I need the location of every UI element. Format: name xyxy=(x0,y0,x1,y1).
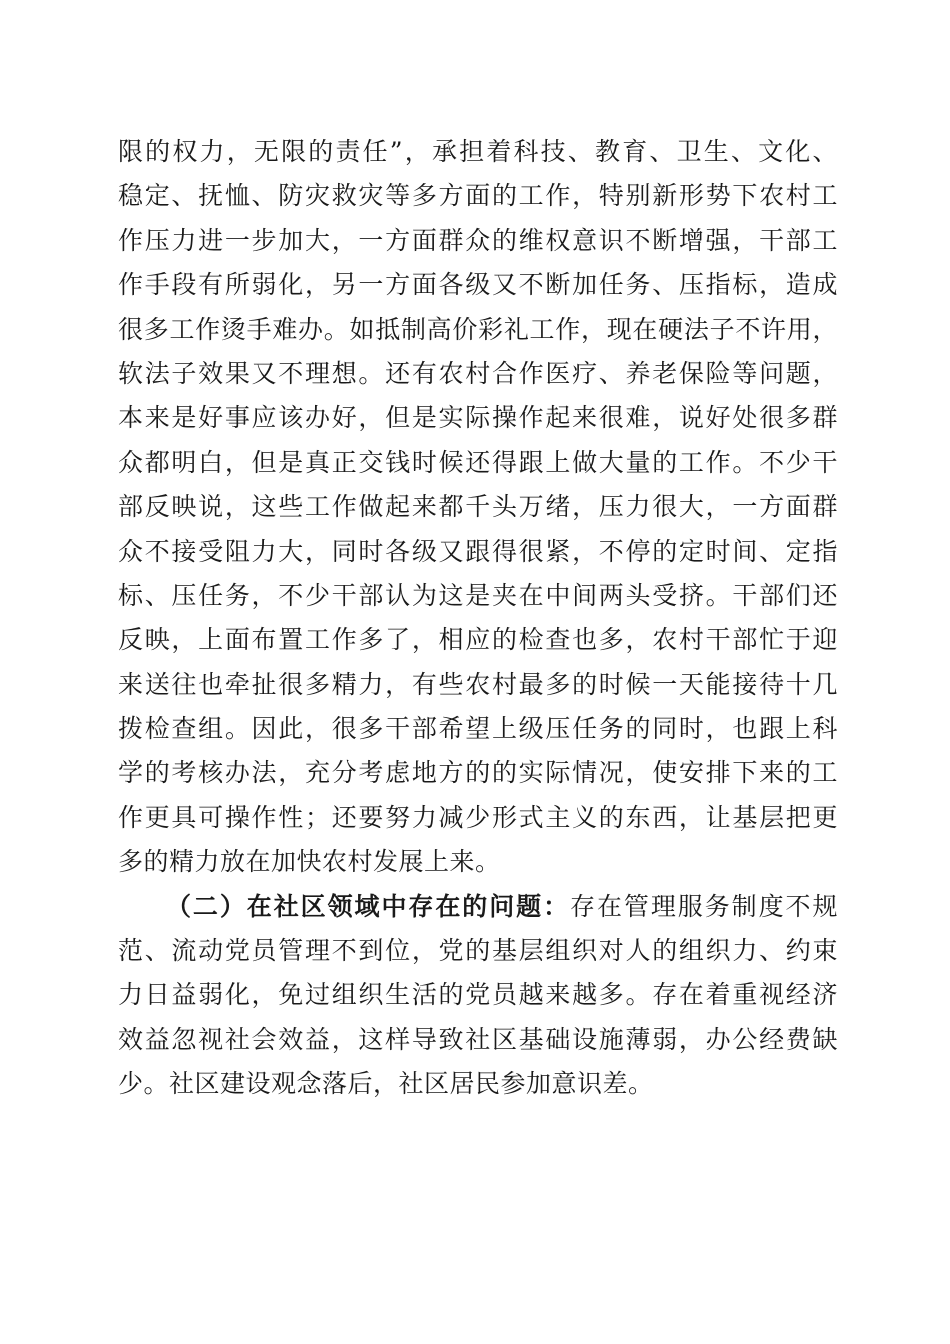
text-line: 作手段有所弱化，另一方面各级又不断加任务、压指标，造成 xyxy=(118,270,838,300)
text-line: 稳定、抚恤、防灾救灾等多方面的工作，特别新形势下农村工 xyxy=(118,181,838,211)
text-line: 本来是好事应该办好，但是实际操作起来很难，说好处很多群 xyxy=(118,403,838,433)
text-line: 拨检查组。因此，很多干部希望上级压任务的同时，也跟上科 xyxy=(118,714,838,744)
text-line: 多的精力放在加快农村发展上来。 xyxy=(118,847,501,877)
text-fragment: 存在管理服务制度不规 xyxy=(570,891,838,921)
text-line: 众都明白，但是真正交钱时候还得跟上做大量的工作。不少干 xyxy=(118,447,838,477)
text-line: 反映，上面布置工作多了，相应的检查也多，农村干部忙于迎 xyxy=(118,625,838,655)
text-line: 众不接受阻力大，同时各级又跟得很紧，不停的定时间、定指 xyxy=(118,536,838,566)
text-line: 效益忽视社会效益，这样导致社区基础设施薄弱，办公经费缺 xyxy=(118,1024,838,1054)
text-line: 来送往也牵扯很多精力，有些农村最多的时候一天能接待十几 xyxy=(118,669,838,699)
text-line: 少。社区建设观念落后，社区居民参加意识差。 xyxy=(118,1069,654,1099)
text-line: 作压力进一步加大，一方面群众的维权意识不断增强，干部工 xyxy=(118,225,838,255)
body-text xyxy=(118,130,838,1107)
text-line: 很多工作烫手难办。如抵制高价彩礼工作，现在硬法子不许用， xyxy=(118,314,838,344)
text-line: 范、流动党员管理不到位，党的基层组织对人的组织力、约束 xyxy=(118,936,838,966)
text-line xyxy=(118,885,838,929)
text-line: 学的考核办法，充分考虑地方的的实际情况，使安排下来的工 xyxy=(118,758,838,788)
text-line: 力日益弱化，免过组织生活的党员越来越多。存在着重视经济 xyxy=(118,980,838,1010)
section-heading: （二）在社区领域中存在的问题： xyxy=(166,891,571,921)
text-line: 部反映说，这些工作做起来都千头万绪，压力很大，一方面群 xyxy=(118,492,838,522)
text-line: 软法子效果又不理想。还有农村合作医疗、养老保险等问题， xyxy=(118,358,838,388)
text-line: 作更具可操作性；还要努力减少形式主义的东西，让基层把更 xyxy=(118,802,838,832)
text-line: 限的权力，无限的责任”，承担着科技、教育、卫生、文化、 xyxy=(118,137,838,166)
paragraph-community-issues xyxy=(118,885,838,1107)
paragraph-rural-pressure xyxy=(118,130,838,885)
text-line: 标、压任务，不少干部认为这是夹在中间两头受挤。干部们还 xyxy=(118,580,838,610)
